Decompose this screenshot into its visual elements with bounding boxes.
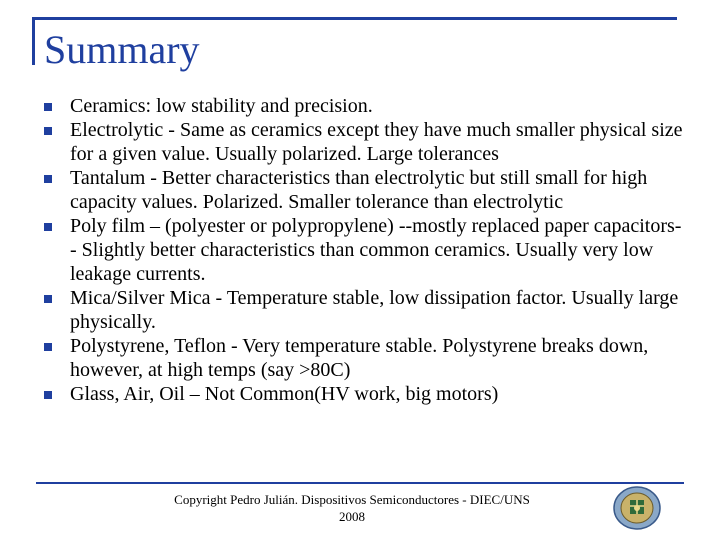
bullet-text: Poly film – (polyester or polypropylene) --mostly replaced paper capacitors-- Slightly better characteristics than common ceramics. Usually very low leakage currents.	[70, 215, 682, 285]
bullet-item-electrolytic	[44, 118, 684, 166]
square-bullet-icon	[44, 295, 52, 303]
bullet-text: Tantalum - Better characteristics than electrolytic but still small for high capacity values. Polarized. Smaller tolerance than electrolytic	[70, 167, 648, 213]
bullet-text: Polystyrene, Teflon - Very temperature stable. Polystyrene breaks down, however, at high temps (say >80C)	[70, 335, 649, 381]
title-frame-top-line	[32, 17, 677, 20]
bullet-item-glass-air-oil	[44, 382, 684, 406]
square-bullet-icon	[44, 175, 52, 183]
footer-line-2: 2008	[339, 509, 365, 524]
square-bullet-icon	[44, 127, 52, 135]
bullet-item-polystyrene	[44, 334, 684, 382]
university-seal-icon	[612, 486, 662, 530]
square-bullet-icon	[44, 223, 52, 231]
square-bullet-icon	[44, 103, 52, 111]
bullet-list	[44, 94, 684, 406]
bullet-item-ceramics	[44, 94, 684, 118]
bullet-text: Glass, Air, Oil – Not Common(HV work, big motors)	[70, 383, 499, 405]
title-frame-left-line	[32, 17, 35, 65]
footer-copyright	[140, 491, 564, 525]
footer-line-1: Copyright Pedro Julián. Dispositivos Semiconductores - DIEC/UNS	[174, 492, 530, 507]
square-bullet-icon	[44, 391, 52, 399]
slide-title: Summary	[44, 27, 200, 72]
bullet-item-poly-film	[44, 214, 684, 286]
square-bullet-icon	[44, 343, 52, 351]
footer-divider	[36, 482, 684, 484]
bullet-item-mica	[44, 286, 684, 334]
bullet-text: Electrolytic - Same as ceramics except they have much smaller physical size for a given value. Usually polarized. Large tolerances	[70, 119, 683, 165]
bullet-item-tantalum	[44, 166, 684, 214]
bullet-text: Ceramics: low stability and precision.	[70, 95, 373, 117]
bullet-text: Mica/Silver Mica - Temperature stable, low dissipation factor. Usually large physically.	[70, 287, 679, 333]
